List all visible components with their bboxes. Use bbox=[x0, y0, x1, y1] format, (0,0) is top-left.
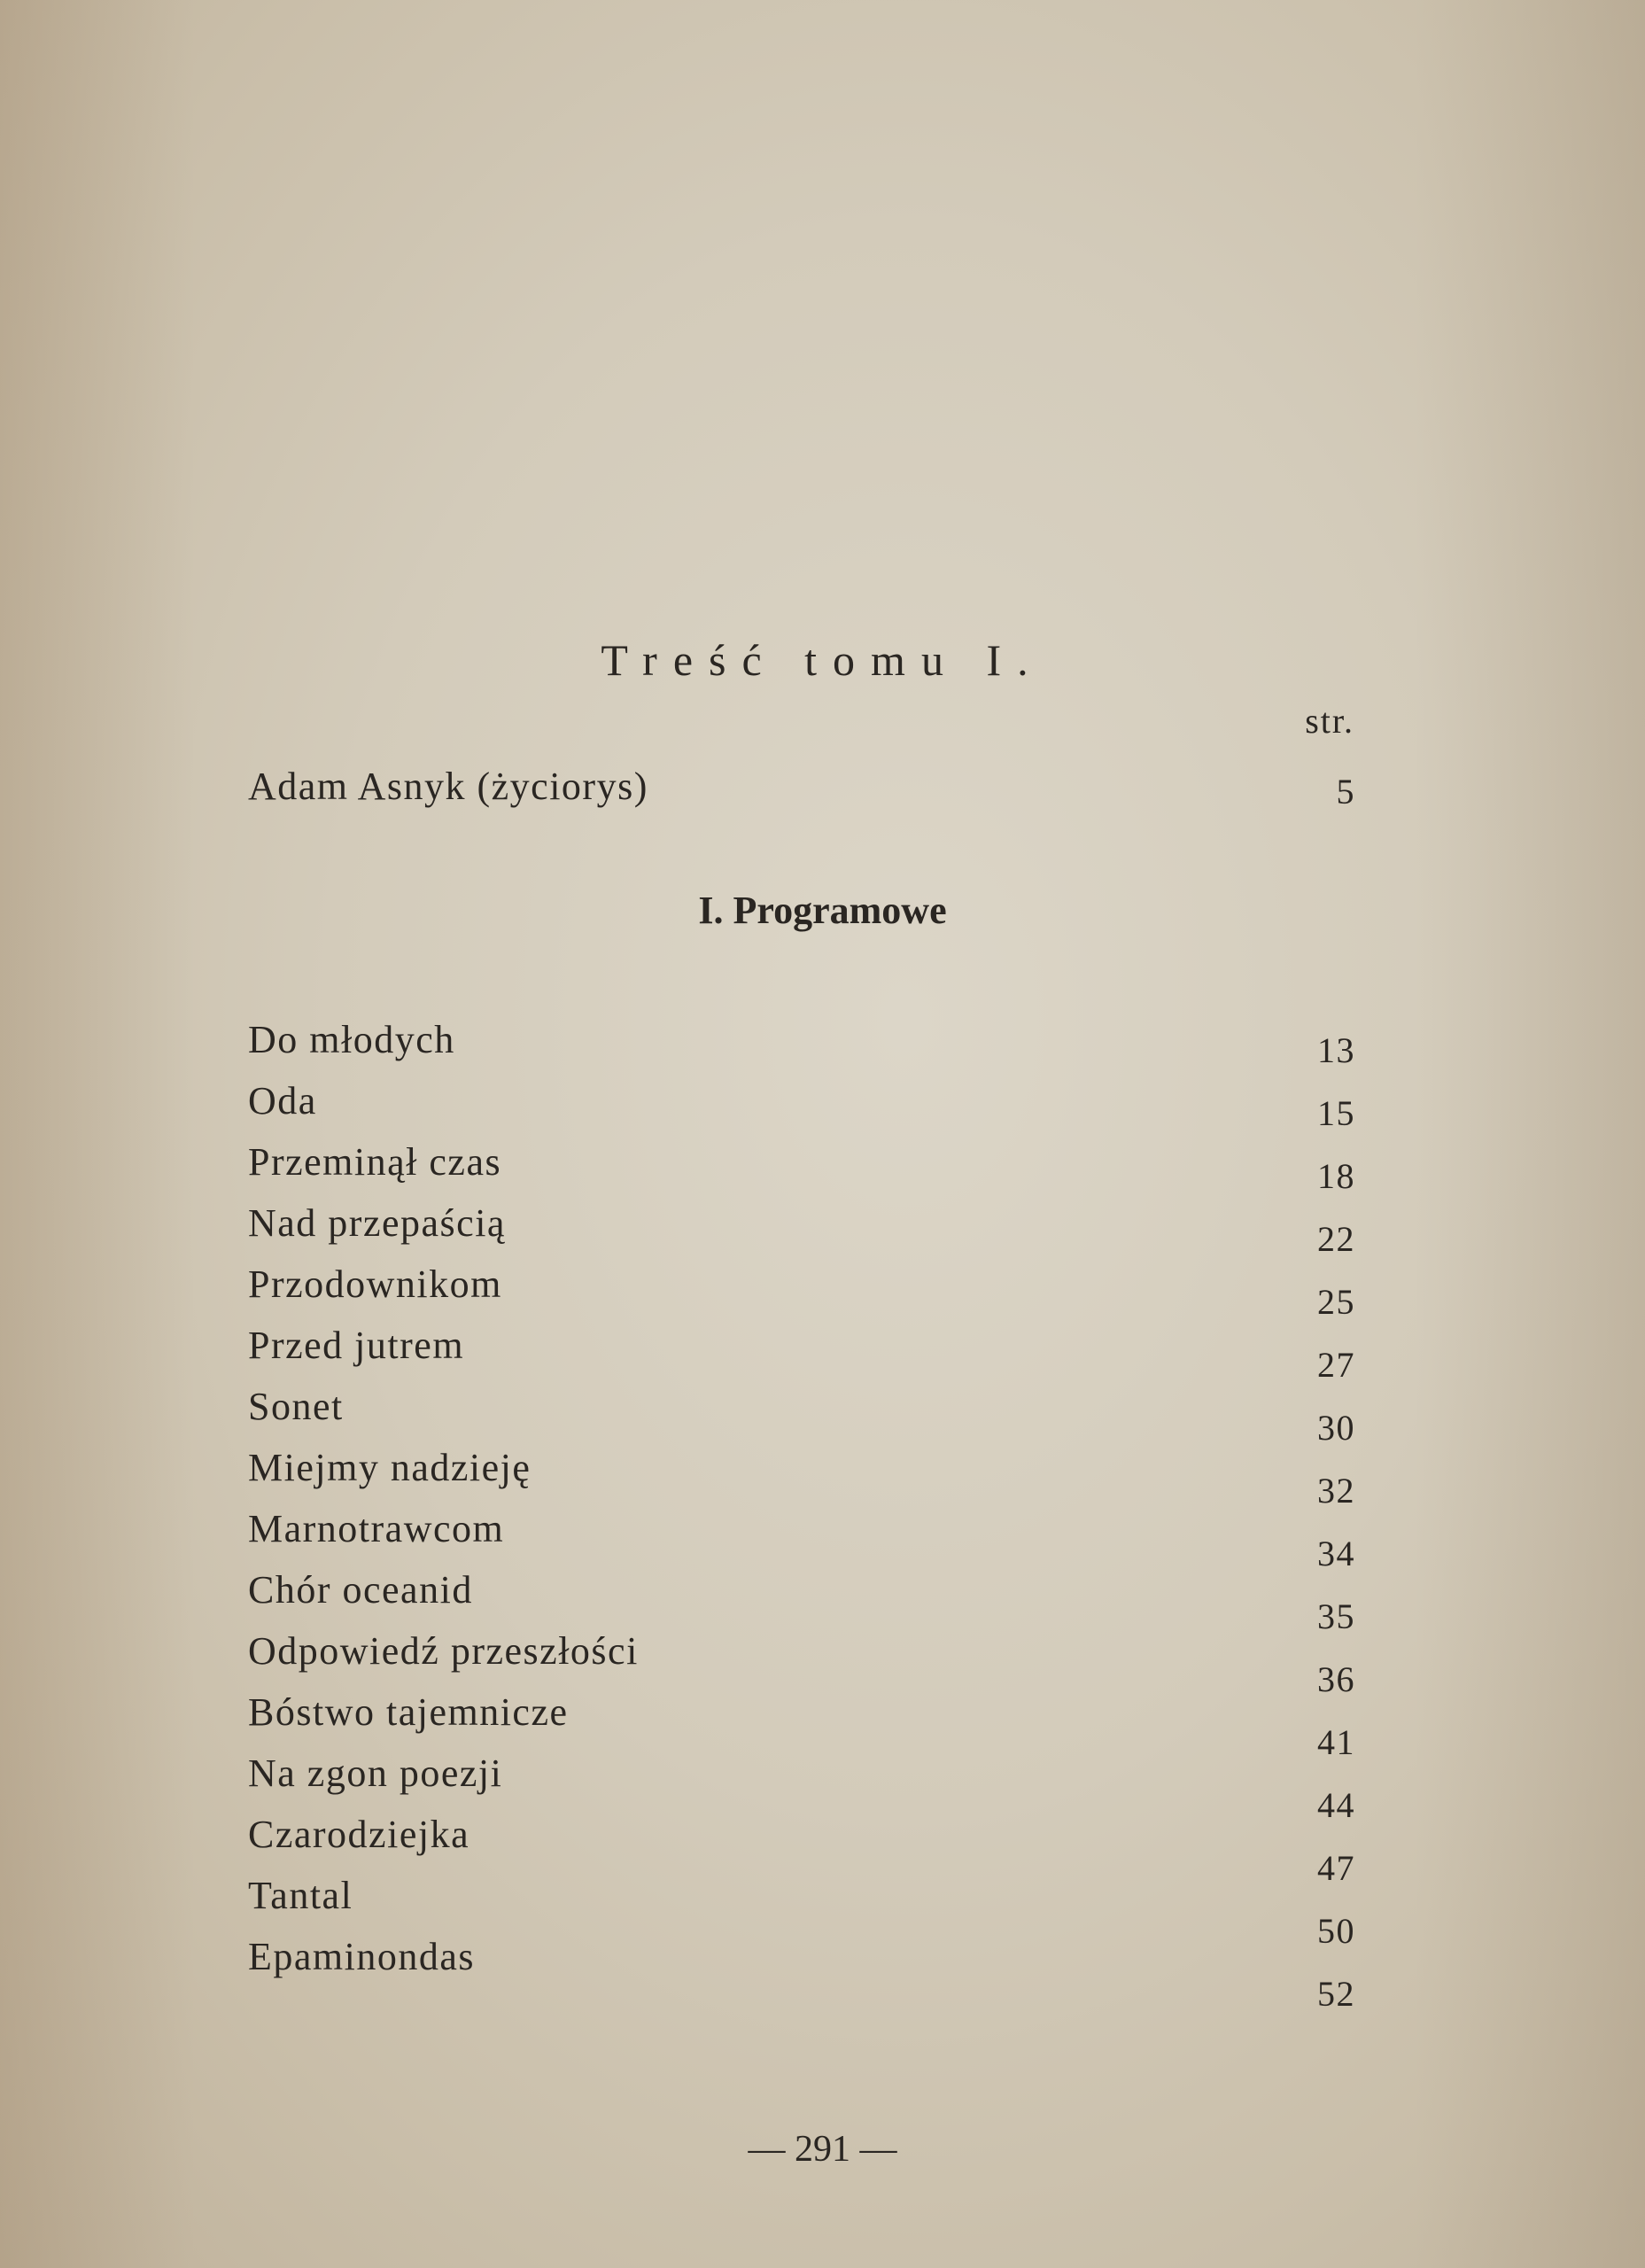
toc-entry bbox=[248, 1506, 1355, 1573]
page-title: Treść tomu I. bbox=[601, 635, 1044, 685]
toc-entry bbox=[248, 1200, 1355, 1259]
toc-entry-title: Czarodziejka bbox=[248, 1813, 470, 1856]
toc-entry-page: 27 bbox=[1317, 1345, 1355, 1385]
toc-entry bbox=[248, 1017, 1355, 1070]
toc-entry bbox=[248, 1934, 1355, 2014]
toc-entry-page: 36 bbox=[1317, 1659, 1355, 1699]
toc-entry-page: 50 bbox=[1317, 1911, 1355, 1951]
toc-entry bbox=[248, 1139, 1355, 1196]
toc-entry-page: 30 bbox=[1317, 1408, 1355, 1448]
toc-entry-title: Przeminął czas bbox=[248, 1140, 502, 1184]
toc-entry-page: 25 bbox=[1317, 1282, 1355, 1322]
section-title: I. Programowe bbox=[698, 889, 947, 932]
toc-entry-title: Marnotrawcom bbox=[248, 1507, 505, 1550]
toc-entry bbox=[248, 1262, 1355, 1322]
page-shadow-right bbox=[1415, 0, 1645, 2268]
toc-entry bbox=[248, 1384, 1355, 1448]
toc-entry-title: Adam Asnyk (życiorys) bbox=[248, 765, 648, 808]
toc-entry-page: 15 bbox=[1317, 1093, 1355, 1133]
toc-entry-intro bbox=[248, 764, 1355, 817]
toc-entry-title: Miejmy nadzieję bbox=[248, 1446, 532, 1489]
toc-entry-page: 13 bbox=[1317, 1030, 1355, 1070]
page-column-label: str. bbox=[1305, 701, 1354, 741]
toc-entry bbox=[248, 1689, 1355, 1762]
toc-entry-title: Przed jutrem bbox=[248, 1324, 465, 1367]
toc-entry bbox=[248, 1628, 1355, 1699]
toc-entry-title: Przodownikom bbox=[248, 1262, 502, 1306]
toc-entry-title: Do młodych bbox=[248, 1018, 455, 1061]
toc-entry bbox=[248, 1323, 1355, 1385]
toc-entry-page: 41 bbox=[1317, 1722, 1355, 1762]
toc-entry-page: 34 bbox=[1317, 1534, 1355, 1573]
toc-entry-title: Chór oceanid bbox=[248, 1568, 473, 1612]
toc-entry-page: 44 bbox=[1317, 1785, 1355, 1825]
toc-entry bbox=[248, 1445, 1355, 1511]
toc-entry bbox=[248, 1078, 1355, 1131]
toc-entry-title: Bóstwo tajemnicze bbox=[248, 1690, 569, 1734]
toc-entry-page: 18 bbox=[1317, 1156, 1355, 1196]
toc-entry-page: 52 bbox=[1317, 1974, 1355, 2014]
toc-entry-title: Epaminondas bbox=[248, 1935, 476, 1978]
toc-entry bbox=[248, 1812, 1355, 1888]
toc-entry-page: 22 bbox=[1317, 1219, 1355, 1259]
toc-entry bbox=[248, 1873, 1355, 1951]
toc-entry-title: Sonet bbox=[248, 1385, 344, 1428]
page-number-footer: — 291 — bbox=[748, 2129, 897, 2170]
toc-entry-page: 47 bbox=[1317, 1848, 1355, 1888]
toc-entry-page: 32 bbox=[1317, 1471, 1355, 1511]
toc-entry-title: Nad przepaścią bbox=[248, 1201, 506, 1245]
toc-entry-page: 5 bbox=[1336, 772, 1355, 812]
toc-entry-page: 35 bbox=[1317, 1596, 1355, 1636]
toc-entry-title: Odpowiedź przeszłości bbox=[248, 1629, 639, 1673]
toc-entry bbox=[248, 1567, 1355, 1636]
toc-entry-title: Tantal bbox=[248, 1874, 353, 1917]
toc-entry-title: Na zgon poezji bbox=[248, 1751, 503, 1795]
page-shadow-left bbox=[0, 0, 195, 2268]
toc-entry bbox=[248, 1751, 1355, 1825]
toc-entry-title: Oda bbox=[248, 1079, 317, 1122]
